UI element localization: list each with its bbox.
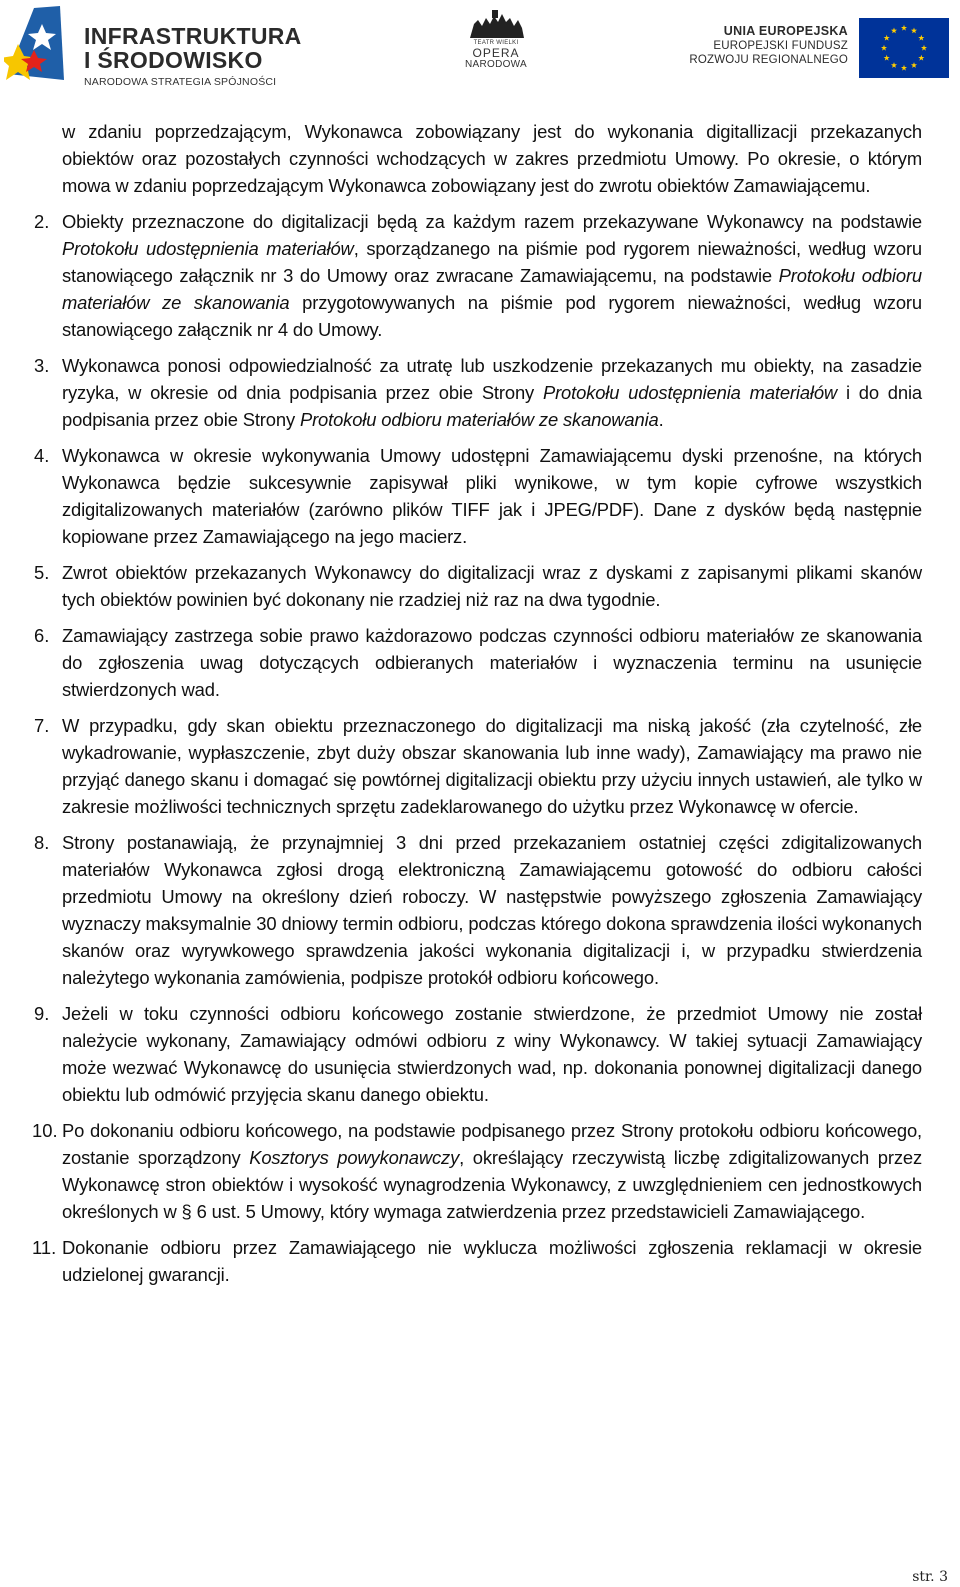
list-item-4: [34, 442, 922, 550]
logo-title-line1: INFRASTRUKTURA: [84, 23, 302, 49]
eu-star-icon: [884, 35, 890, 41]
list-item-text: W przypadku, gdy skan obiektu przeznaczonego do digitalizacji ma niską jakość (zła czytelność, złe wykadrowanie, wypłaszczenie, zbyt duży obszar skanowania lub inne wady), Zamawiający ma prawo nie przyjąć danego skanu i domagać się powtórnej digitalizacji obiektu przy użyciu innych ustawień, ale tylko w zakresie możliwości technicznych sprzętu zadeklarowanego do użytku przez Wykonawcę w ofercie.: [62, 715, 922, 817]
list-item-number: 7.: [34, 715, 50, 736]
document-body: [32, 118, 923, 1297]
opera-logo: [456, 10, 536, 80]
list-item-6: [34, 622, 922, 703]
list-item-text: Zwrot obiektów przekazanych Wykonawcy do digitalizacji wraz z dyskami z zapisanymi plikami skanów tych obiektów powinien być dokonany nie rzadziej niż raz na dwa tygodnie.: [62, 562, 922, 610]
page-number: str. 3: [912, 1569, 948, 1585]
eu-logo-line3: ROZWOJU REGIONALNEGO: [689, 54, 848, 66]
list-item-number: 2.: [34, 211, 50, 232]
list-item-5: [34, 559, 922, 613]
list-item-10: [32, 1117, 922, 1225]
list-item-2: [34, 208, 923, 343]
eu-star-icon: [911, 62, 917, 68]
eu-star-icon: [901, 25, 907, 31]
list-item-9: [34, 1000, 922, 1108]
opera-logo-line1: TEATR WIELKI: [473, 40, 519, 46]
eu-star-icon: [901, 65, 907, 71]
eu-logo-text: [689, 24, 848, 67]
list-item-11: [32, 1234, 922, 1288]
list-item-text: Zamawiający zastrzega sobie prawo każdorazowo podczas czynności odbioru materiałów ze skanowania do zgłoszenia uwag dotyczących odbieranych materiałów i wyznaczenia terminu na usunięcie stwierdzonych wad.: [62, 625, 922, 700]
eu-star-icon: [881, 45, 887, 51]
quadriga-icon: [464, 10, 528, 40]
list-item-text: Obiekty przeznaczone do digitalizacji będą za każdym razem przekazywane Wykonawcy na podstawie Protokołu udostępnienia materiałów, sporządzanego na piśmie pod rygorem nieważności, według wzoru stanowiącego załącznik nr 3 do Umowy oraz zwracane Zamawiającemu, na podstawie Protokołu odbioru materiałów ze skanowania przygotowywanych na piśmie pod rygorem nieważności, według wzoru stanowiącego załącznik nr 4 do Umowy.: [62, 211, 923, 340]
logo-title-line2: I ŚRODOWISKO: [84, 47, 263, 73]
list-item-number: 4.: [34, 445, 50, 466]
eu-star-icon: [921, 45, 927, 51]
list-item-number: 6.: [34, 625, 50, 646]
eu-star-icon: [891, 27, 897, 33]
list-item-text: Po dokonaniu odbioru końcowego, na podstawie podpisanego przez Strony protokołu odbioru końcowego, zostanie sporządzony Kosztorys powykonawczy, określający rzeczywistą liczbę zdigitalizowanych przez Wykonawcę stron obiektów i wysokość wynagrodzenia Wykonawcy, z uwzględnieniem cen jednostkowych określonych w § 6 ust. 5 Umowy, który wymaga zatwierdzenia przez przedstawicieli Zamawiającego.: [62, 1120, 922, 1222]
list-item-8: [34, 829, 922, 991]
star-emblem-icon: [4, 4, 74, 88]
opera-logo-line2: OPERA: [472, 46, 520, 60]
eu-star-icon: [918, 35, 924, 41]
list-item-number: 11.: [32, 1237, 57, 1258]
list-item-text: Dokonanie odbioru przez Zamawiającego nie wyklucza możliwości zgłoszenia reklamacji w okresie udzielonej gwarancji.: [62, 1237, 922, 1285]
list-item-7: [34, 712, 922, 820]
list-item-text: Wykonawca w okresie wykonywania Umowy udostępni Zamawiającemu dyski przenośne, na których Wykonawca będzie sukcesywnie zapisywał pliki wynikowe, w tym kopie cyfrowe wszystkich zdigitalizowanych materiałów (zarówno plików TIFF jak i JPEG/PDF). Dane z dysków będą następnie kopiowane przez Zamawiającego na jego macierz.: [62, 445, 922, 547]
list-item-number: 9.: [34, 1003, 50, 1024]
list-item-text: Wykonawca ponosi odpowiedzialność za utratę lub uszkodzenie przekazanych mu obiekty, na zasadzie ryzyka, w okresie od dnia podpisania przez obie Strony Protokołu udostępnienia materiałów i do dnia podpisania przez obie Strony Protokołu odbioru materiałów ze skanowania.: [62, 355, 922, 430]
infrastruktura-logo: [4, 4, 302, 88]
list-item-number: 10.: [32, 1120, 58, 1141]
opera-logo-line3: NARODOWA: [464, 59, 528, 70]
page-header: [0, 0, 960, 96]
list-item-number: 3.: [34, 355, 50, 376]
list-item-3: [34, 352, 922, 433]
eu-star-icon: [911, 27, 917, 33]
intro-paragraph: w zdaniu poprzedzającym, Wykonawca zobowiązany jest do wykonania digitallizacji przekazanych obiektów oraz pozostałych czynności wchodzących w zakres przedmiotu Umowy. Po okresie, o którym mowa w zdaniu poprzedzającym Wykonawca zobowiązany jest do zwrotu obiektów Zamawiającemu.: [62, 121, 922, 196]
eu-flag-icon: [859, 18, 949, 78]
list-item-number: 5.: [34, 562, 50, 583]
list-item-text: Jeżeli w toku czynności odbioru końcowego zostanie stwierdzone, że przedmiot Umowy nie został należycie wykonany, Zamawiający odmówi odbioru z winy Wykonawcy. W takiej sytuacji Zamawiający może wezwać Wykonawcę do usunięcia stwierdzonych wad, np. dokonania ponownej digitalizacji danego obiektu lub odmówić przyjęcia skanu danego obiektu.: [62, 1003, 922, 1105]
list-item-number: 8.: [34, 832, 50, 853]
eu-logo-line2: EUROPEJSKI FUNDUSZ: [713, 40, 848, 52]
eu-star-icon: [918, 55, 924, 61]
list-item-text: Strony postanawiają, że przynajmniej 3 dni przed przekazaniem ostatniej części zdigitalizowanych materiałów Wykonawca zgłosi drogą elektroniczną Zamawiającemu gotowość do odbioru całości przedmiotu Umowy na określony dzień roboczy. W następstwie powyższego zgłoszenia Zamawiający wyznaczy maksymalnie 30 dniowy termin odbioru, podczas którego dokona sprawdzenia ilości wykonanych skanów oraz wyrywkowego sprawdzenia jakości wykonania digitalizacji i, w przypadku stwierdzenia należytego wykonania zamówienia, podpisze protokół odbioru końcowego.: [62, 832, 922, 988]
logo-subtitle: NARODOWA STRATEGIA SPÓJNOŚCI: [84, 76, 277, 88]
eu-star-icon: [891, 62, 897, 68]
eu-star-icon: [884, 55, 890, 61]
eu-logo-line1: UNIA EUROPEJSKA: [723, 24, 848, 38]
